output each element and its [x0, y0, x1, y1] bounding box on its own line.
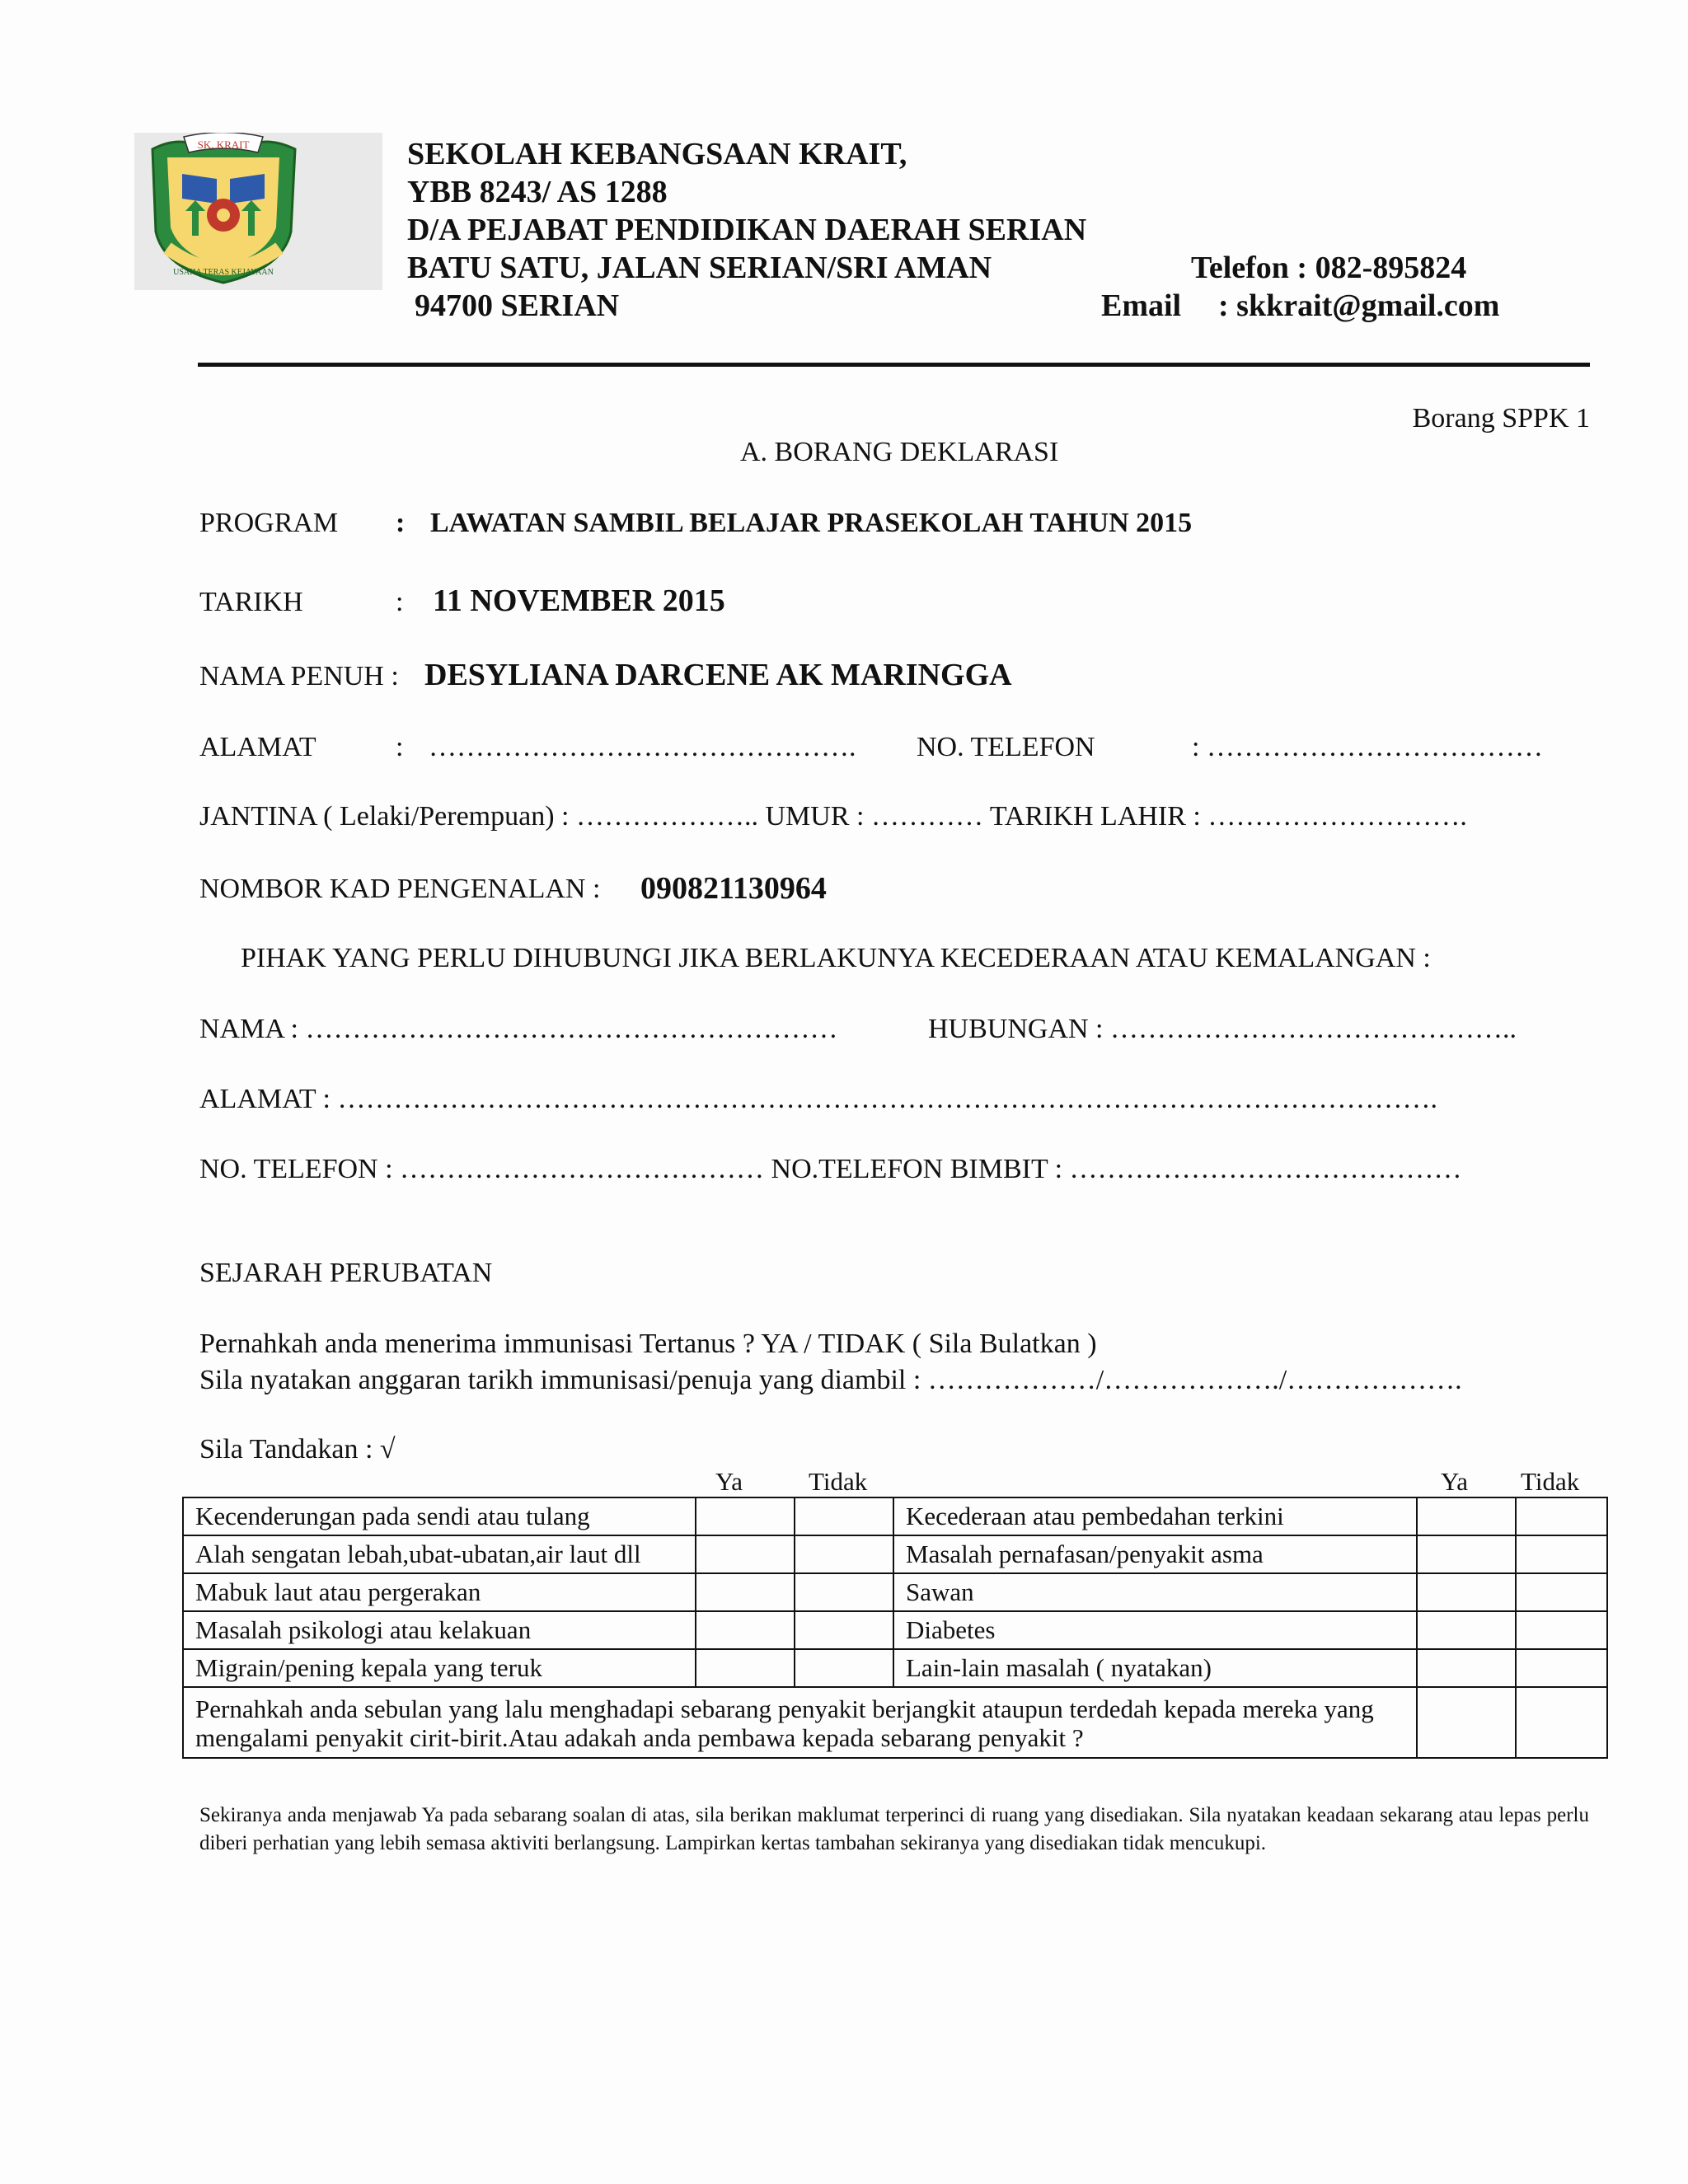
ya-checkbox[interactable] [1417, 1687, 1516, 1758]
medical-checklist-table [182, 1497, 1608, 1759]
tidak-checkbox[interactable] [1516, 1497, 1607, 1535]
school-crest-icon [134, 133, 382, 290]
tidak-checkbox[interactable] [1516, 1535, 1607, 1573]
immunisation-date-field[interactable]: Sila nyatakan anggaran tarikh immunisasi/penuja yang diambil : ………………/………………./………………. [199, 1365, 1462, 1395]
table-row [183, 1535, 1607, 1573]
nama-penuh-value: DESYLIANA DARCENE AK MARINGGA [424, 658, 1012, 692]
tidak-checkbox[interactable] [1516, 1611, 1607, 1649]
table-row [183, 1687, 1607, 1758]
tidak-checkbox[interactable] [795, 1535, 893, 1573]
tidak-checkbox[interactable] [795, 1611, 893, 1649]
nama-penuh-label: NAMA PENUH : [199, 661, 399, 691]
form-code: Borang SPPK 1 [1412, 403, 1590, 434]
col-tidak-left: Tidak [809, 1467, 868, 1496]
ya-checkbox[interactable] [696, 1573, 795, 1611]
col-ya-left: Ya [715, 1467, 743, 1496]
ya-checkbox[interactable] [1417, 1497, 1516, 1535]
col-ya-right: Ya [1441, 1467, 1469, 1496]
footnote: Sekiranya anda menjawab Ya pada sebarang soalan di atas, sila berikan maklumat terperinci di ruang yang disediakan. Sila nyatakan keadaan sekarang atau lepas perlu diberi perhatian yang lebih semasa aktiviti berlangsung. Lampirkan kertas tambahan sekiranya yang disediakan tidak mencukupi. [199, 1804, 1589, 1854]
school-email-label: Email [1101, 288, 1182, 323]
condition-label: Alah sengatan lebah,ubat-ubatan,air laut dll [183, 1535, 696, 1573]
table-row [183, 1497, 1607, 1535]
program-value: LAWATAN SAMBIL BELAJAR PRASEKOLAH TAHUN 2015 [430, 508, 1193, 538]
tidak-checkbox[interactable] [795, 1497, 893, 1535]
tarikh-label: TARIKH [199, 587, 303, 617]
alamat-colon: : [396, 732, 404, 762]
tarikh-value: 11 NOVEMBER 2015 [433, 583, 725, 618]
contact-heading: PIHAK YANG PERLU DIHUBUNGI JIKA BERLAKUNYA KECEDERAAN ATAU KEMALANGAN : [241, 943, 1431, 973]
school-logo [134, 133, 382, 290]
contact-nama-field[interactable]: NAMA : ………………………………………………… [199, 1014, 838, 1044]
condition-label: Migrain/pening kepala yang teruk [183, 1649, 696, 1687]
program-colon: : [396, 508, 406, 538]
alamat-label: ALAMAT [199, 732, 316, 762]
ya-checkbox[interactable] [1417, 1535, 1516, 1573]
ya-checkbox[interactable] [696, 1497, 795, 1535]
program-label: PROGRAM [199, 508, 339, 538]
ya-checkbox[interactable] [696, 1611, 795, 1649]
tidak-checkbox[interactable] [1516, 1573, 1607, 1611]
table-row [183, 1649, 1607, 1687]
condition-label: Mabuk laut atau pergerakan [183, 1573, 696, 1611]
school-postcode: 94700 SERIAN [415, 288, 620, 323]
school-name: SEKOLAH KEBANGSAAN KRAIT, [407, 137, 907, 171]
tidak-checkbox[interactable] [795, 1573, 893, 1611]
school-email: : skkrait@gmail.com [1218, 288, 1500, 323]
condition-label: Lain-lain masalah ( nyatakan) [893, 1649, 1417, 1687]
no-telefon-field[interactable]: : ……………………………… [1192, 732, 1543, 762]
ya-checkbox[interactable] [1417, 1611, 1516, 1649]
alamat-field[interactable]: ………………………………………. [429, 732, 856, 762]
ya-checkbox[interactable] [1417, 1649, 1516, 1687]
medical-heading: SEJARAH PERUBATAN [199, 1258, 493, 1288]
school-code: YBB 8243/ AS 1288 [407, 175, 668, 209]
condition-label: Kecederaan atau pembedahan terkini [893, 1497, 1417, 1535]
infectious-disease-question: Pernahkah anda sebulan yang lalu menghadapi sebarang penyakit berjangkit ataupun terdedah kepada mereka yang mengalami penyakit cirit-birit.Atau adakah anda pembawa kepada sebarang penyakit ? [183, 1687, 1417, 1758]
school-address-line1: D/A PEJABAT PENDIDIKAN DAERAH SERIAN [407, 213, 1087, 247]
section-title: A. BORANG DEKLARASI [740, 437, 1059, 467]
tick-instruction: Sila Tandakan : √ [199, 1434, 396, 1465]
col-tidak-right: Tidak [1521, 1467, 1580, 1496]
kad-pengenalan-label: NOMBOR KAD PENGENALAN : [199, 874, 601, 904]
school-telefon: Telefon : 082-895824 [1191, 251, 1467, 285]
ya-checkbox[interactable] [696, 1535, 795, 1573]
table-row [183, 1611, 1607, 1649]
condition-label: Diabetes [893, 1611, 1417, 1649]
condition-label: Masalah psikologi atau kelakuan [183, 1611, 696, 1649]
immunisation-question[interactable]: Pernahkah anda menerima immunisasi Tertanus ? YA / TIDAK ( Sila Bulatkan ) [199, 1329, 1097, 1359]
contact-telefon-field[interactable]: NO. TELEFON : ………………………………… NO.TELEFON BIMBIT : …………………………………… [199, 1154, 1462, 1184]
contact-hubungan-field[interactable]: HUBUNGAN : …………………………………….. [928, 1014, 1517, 1044]
header-divider [198, 363, 1590, 367]
logo-bottom-text: USAHA TERAS KEJAYAAN [173, 268, 274, 277]
tarikh-colon: : [396, 587, 404, 617]
no-telefon-label: NO. TELEFON [917, 732, 1095, 762]
tidak-checkbox[interactable] [1516, 1687, 1607, 1758]
contact-alamat-field[interactable]: ALAMAT : ………………………………………………………………………………………………………. [199, 1084, 1437, 1114]
school-address-line2: BATU SATU, JALAN SERIAN/SRI AMAN [407, 251, 992, 285]
condition-label: Sawan [893, 1573, 1417, 1611]
table-row [183, 1573, 1607, 1611]
logo-top-text: SK. KRAIT [197, 138, 250, 151]
kad-pengenalan-value: 090821130964 [640, 871, 827, 906]
ya-checkbox[interactable] [696, 1649, 795, 1687]
ya-checkbox[interactable] [1417, 1573, 1516, 1611]
tidak-checkbox[interactable] [1516, 1649, 1607, 1687]
condition-label: Kecenderungan pada sendi atau tulang [183, 1497, 696, 1535]
jantina-umur-tarikh-lahir-row[interactable]: JANTINA ( Lelaki/Perempuan) : ……………….. UMUR : ………… TARIKH LAHIR : ………………………. [199, 801, 1467, 832]
condition-label: Masalah pernafasan/penyakit asma [893, 1535, 1417, 1573]
tidak-checkbox[interactable] [795, 1649, 893, 1687]
